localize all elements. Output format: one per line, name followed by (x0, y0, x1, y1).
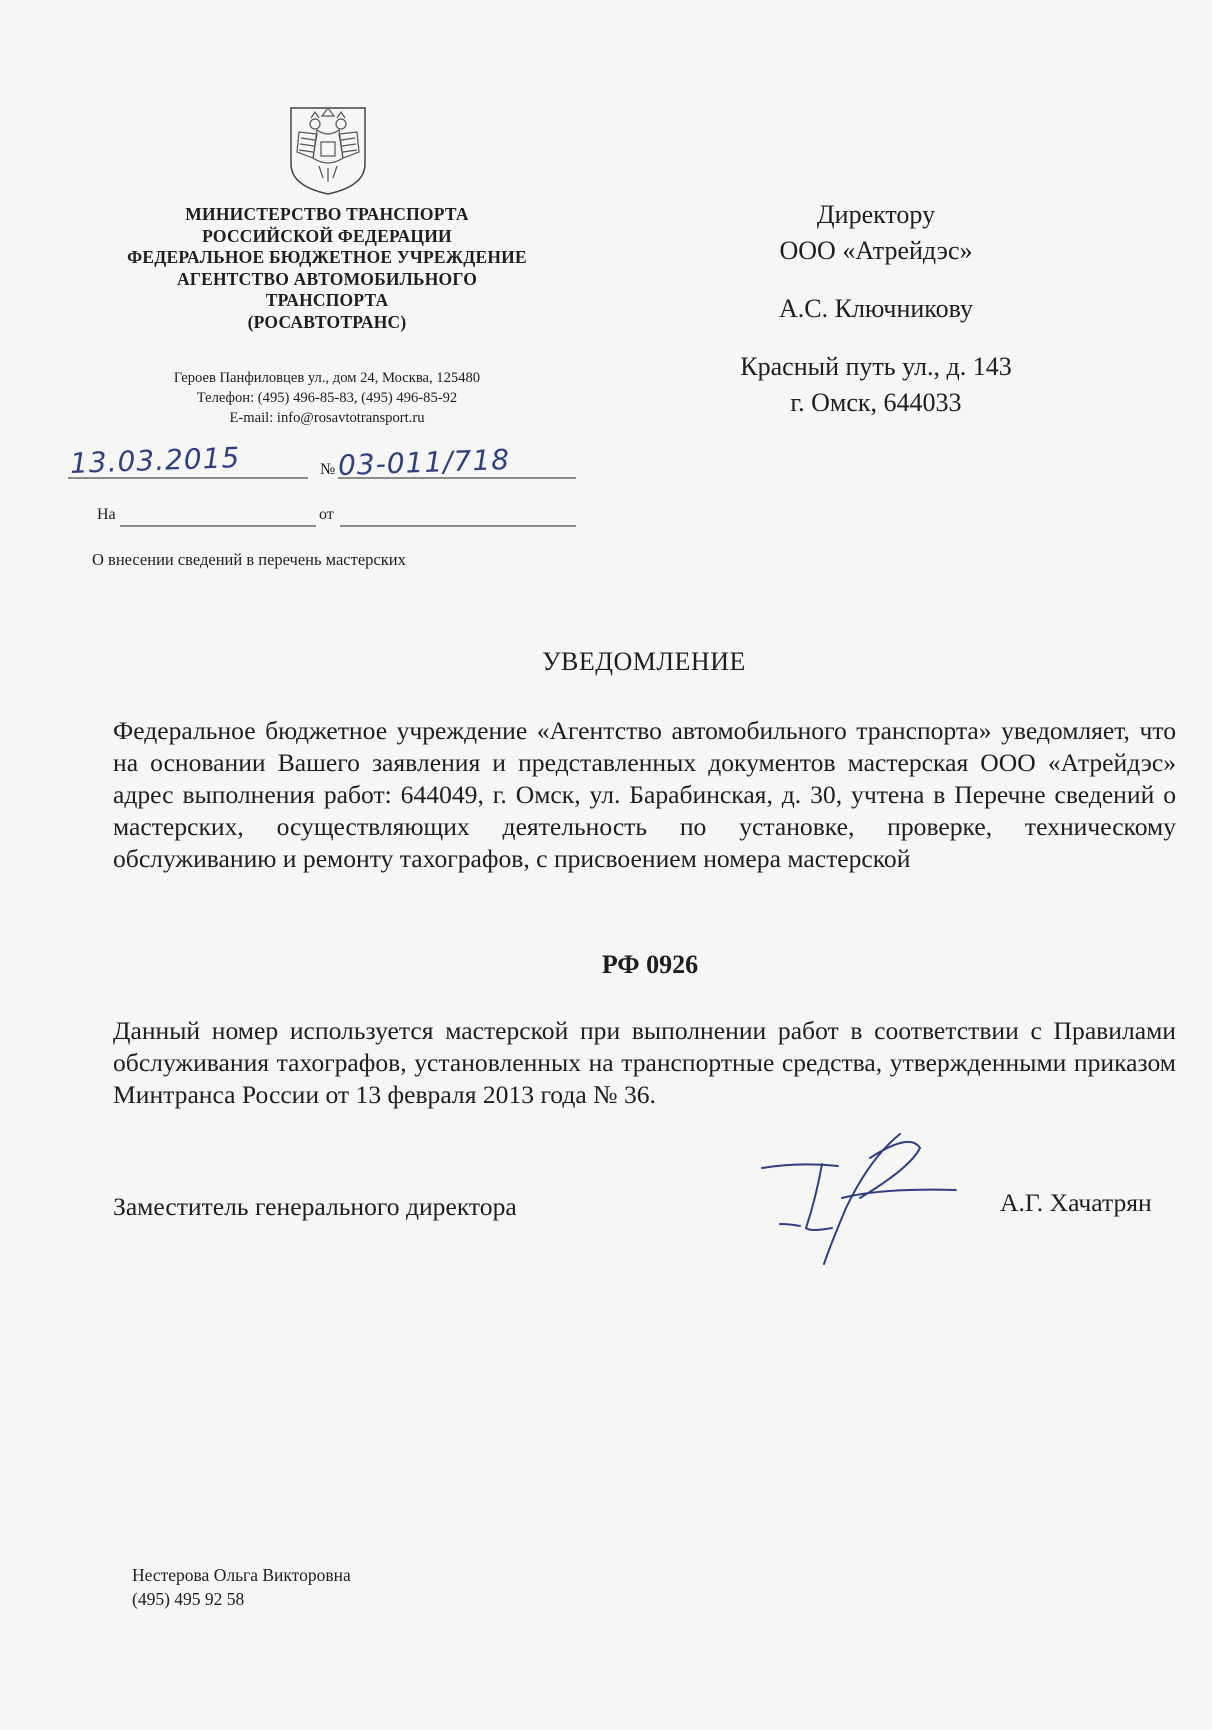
org-line: МИНИСТЕРСТВО ТРАНСПОРТА (185, 204, 469, 224)
document-title: УВЕДОМЛЕНИЕ (542, 647, 746, 676)
coat-of-arms-icon (287, 104, 369, 196)
sender-organization (80, 204, 574, 333)
org-line: ФЕДЕРАЛЬНОЕ БЮДЖЕТНОЕ УЧРЕЖДЕНИЕ (127, 247, 527, 267)
org-line: ТРАНСПОРТА (265, 290, 389, 310)
signatory-name: А.Г. Хачатрян (1000, 1188, 1152, 1217)
executor-name: Нестерова Ольга Викторовна (132, 1565, 351, 1585)
sender-email: E-mail: info@rosavtotransport.ru (229, 410, 425, 426)
letter-subject: О внесении сведений в перечень мастерских (92, 550, 406, 569)
executor-phone: (495) 495 92 58 (132, 1589, 245, 1609)
workshop-code: РФ 0926 (601, 950, 699, 979)
executor-block (132, 1563, 351, 1611)
org-line: РОССИЙСКОЙ ФЕДЕРАЦИИ (202, 225, 452, 246)
addressee-street: Красный путь ул., д. 143 (740, 352, 1012, 381)
signatory-position: Заместитель генерального директора (113, 1192, 517, 1221)
registration-number: 03-011/718 (337, 443, 511, 482)
sender-phone: Телефон: (495) 496-85-83, (495) 496-85-92 (196, 390, 458, 406)
body-paragraph-1: Федеральное бюджетное учреждение «Агентство автомобильного транспорта» уведомляет, что на основании Вашего заявления и представленных документов мастерская ООО «Атрейдэс» адрес выполнения работ: 644049, г. Омск, ул. Барабинская, д. 30, учтена в Перечне сведений о мастерских, осуществляющих деятельность по установке, проверке, техническому обслуживанию и ремонту тахографов, с присвоением номера мастерской (113, 716, 1176, 873)
sender-contacts (80, 368, 574, 428)
addressee-city: г. Омск, 644033 (790, 388, 962, 417)
registration-date: 13.03.2015 (69, 441, 241, 480)
sender-address: Героев Панфиловцев ул., дом 24, Москва, 125480 (173, 370, 481, 386)
body-paragraph-2: Данный номер используется мастерской при выполнении работ в соответствии с Правилами обслуживания тахографов, установленных на транспортные средства, утвержденными приказом Минтранса России от 13 февраля 2013 года № 36. (113, 1016, 1176, 1109)
org-line: (РОСАВТОТРАНС) (247, 311, 407, 332)
addressee-company: ООО «Атрейдэс» (779, 236, 973, 265)
handwritten-signature (760, 1128, 960, 1270)
addressee-name: А.С. Ключникову (779, 294, 973, 323)
addressee-block (690, 197, 1062, 421)
org-line: АГЕНТСТВО АВТОМОБИЛЬНОГО (176, 268, 478, 289)
reply-to-label: На (97, 506, 116, 523)
reply-from-label: от (319, 506, 334, 523)
reply-to-lines (120, 506, 576, 528)
addressee-position: Директору (816, 200, 936, 229)
number-sign: № (320, 461, 336, 478)
